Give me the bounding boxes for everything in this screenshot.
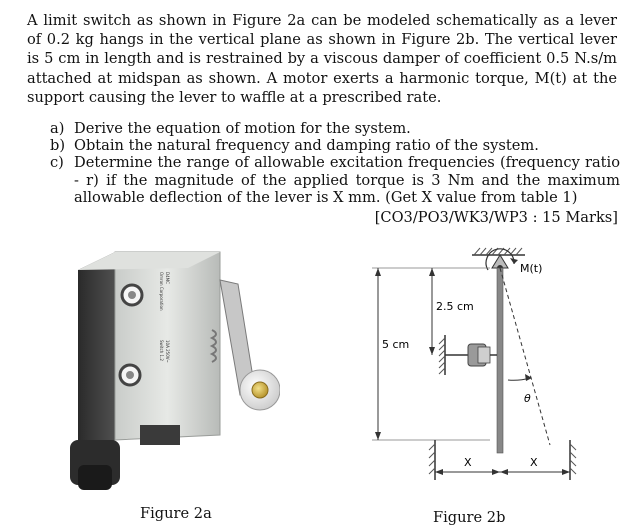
question-c-text: Determine the range of allowable excitation frequencies (frequency ratio - r) if the magnitude of the applied torque is 3 Nm and the maximum allowable deflection of the lever is X mm. (Get X value from table 1) — [74, 154, 620, 206]
theta-arrow-head — [525, 374, 532, 381]
x-right-label: X — [530, 456, 538, 469]
switch-label-line2: Omron Corporation — [159, 272, 164, 311]
x-arrow-left — [435, 469, 443, 475]
left-bound-hatch — [429, 444, 435, 474]
switch-side-dark — [78, 252, 115, 455]
mount-hole-top-inner — [128, 291, 136, 299]
dim-half-arrow-bottom — [429, 347, 435, 355]
figure-2a-caption: Figure 2a — [140, 505, 212, 522]
vertical-lever — [497, 268, 503, 453]
deflected-lever — [500, 268, 550, 445]
problem-statement: A limit switch as shown in Figure 2a can be modeled schematically as a lever of 0.2 kg hangs in the vertical plane as shown in Figure 2b. The vertical lever is 5 cm in length and is restrained by a viscous damper of coefficient 0.5 N.s/m attached at midspan as shown. A motor exerts a harmonic torque, M(t) at the support causing the lever to waffle at a prescribed rate. — [27, 12, 617, 106]
switch-label-line1: D4MC — [165, 272, 170, 284]
figure-2b-caption: Figure 2b — [433, 509, 506, 526]
length-label: 5 cm — [382, 338, 410, 351]
terminal-block — [140, 425, 180, 445]
question-c-label: c) — [50, 154, 64, 172]
question-b-label: b) — [50, 137, 66, 155]
torque-label: M(t) — [520, 262, 543, 275]
question-c — [50, 154, 620, 206]
half-length-label: 2.5 cm — [436, 300, 474, 313]
figure-2b-schematic — [360, 240, 620, 490]
plunger-base — [78, 465, 112, 490]
question-b-text: Obtain the natural frequency and damping ratio of the system. — [74, 137, 539, 155]
x-arrow-mid-left — [492, 469, 500, 475]
damper-piston — [478, 347, 490, 363]
question-a-label: a) — [50, 120, 65, 137]
question-b — [50, 137, 620, 154]
x-arrow-right — [562, 469, 570, 475]
question-a — [50, 120, 620, 137]
dim-length-arrow-top — [375, 268, 381, 276]
dim-length-arrow-bottom — [375, 432, 381, 440]
marks-allocation: [CO3/PO3/WK3/WP3 : 15 Marks] — [374, 209, 618, 226]
dim-half-arrow-top — [429, 268, 435, 276]
switch-label-line4: Switch 1.2 — [159, 340, 164, 361]
damper-wall-hatch — [439, 338, 445, 374]
question-list — [50, 120, 620, 206]
switch-label-line3: 10A 250V~ — [165, 340, 170, 363]
x-left-label: X — [464, 456, 472, 469]
mount-hole-bottom-inner — [126, 371, 134, 379]
right-bound-hatch — [570, 444, 576, 474]
x-arrow-mid-right — [500, 469, 508, 475]
roller-axle — [252, 382, 268, 398]
theta-label: θ — [524, 392, 531, 405]
question-a-text: Derive the equation of motion for the system. — [74, 120, 411, 137]
figure-2a-limit-switch — [70, 240, 280, 510]
